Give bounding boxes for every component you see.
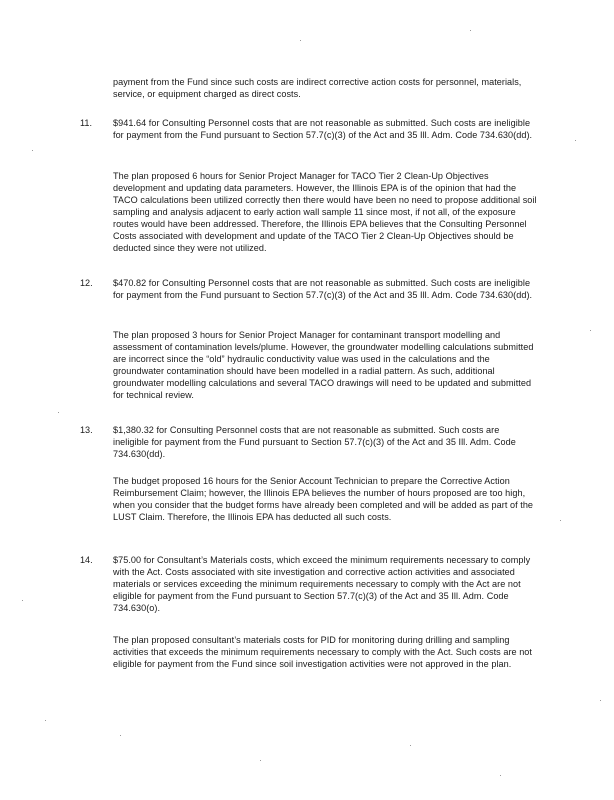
item-lead-paragraph: $75.00 for Consultant’s Materials costs, which exceed the minimum requirements necessary to comply with the Act. Costs associated with site investigation and corrective action activities and associated materials or services exceeding the minimum requirements necessary to comply with the Act are not eligible for payment from the Fund pursuant to Section 57.7(c)(3) of the Act and 35 Ill. Adm. Code 734.630(o). — [113, 555, 531, 613]
item-detail-paragraph: The budget proposed 16 hours for the Senior Account Technician to prepare the Corrective Action Reimbursement Claim; however, the Illinois EPA believes the number of hours proposed are too high, when you consider that the budget forms have already been completed and will be added as part of the LUST Claim. Therefore, the Illinois EPA has deducted all such costs. — [113, 476, 534, 522]
item-detail-paragraph: The plan proposed consultant’s materials costs for PID for monitoring during drilling and sampling activities that exceeds the minimum requirements necessary to comply with the Act. Such costs are not eligible for payment from the Fund since soil investigation activities were not approved in the plan. — [113, 635, 532, 669]
item-lead-paragraph: $470.82 for Consulting Personnel costs that are not reasonable as submitted. Such costs are ineligible for payment from the Fund pursuant to Section 57.7(c)(3) of the Act and 35 Ill. Adm. Code 734.630(dd). — [113, 278, 533, 300]
item-number: 12. — [80, 278, 93, 288]
item-detail-paragraph: The plan proposed 6 hours for Senior Project Manager for TACO Tier 2 Clean-Up Objectives development and updating data parameters. However, the Illinois EPA is of the opinion that had the TACO calculations been utilized correctly then there would have been no need to propose additional soil sampling and analysis adjacent to early action wall sample 11 since most, if not all, of the exposure routes would have been addressed. Therefore, the Illinois EPA believes that the Consulting Personnel Costs associated with development and update of the TACO Tier 2 Clean-Up Objectives should be deducted since they were not utilized. — [113, 171, 537, 253]
item-number: 11. — [80, 118, 92, 128]
item-lead-paragraph: $1,380.32 for Consulting Personnel costs that are not reasonable as submitted. Such costs are ineligible for payment from the Fund pursuant to Section 57.7(c)(3) of the Act and 35 Ill. Adm. Code 734.630(dd). — [113, 425, 516, 459]
item-number: 14. — [80, 555, 93, 565]
item-lead-paragraph: $941.64 for Consulting Personnel costs that are not reasonable as submitted. Such costs are ineligible for payment from the Fund pursuant to Section 57.7(c)(3) of the Act and 35 Ill. Adm. Code 734.630(dd). — [113, 118, 533, 140]
continuation-paragraph: payment from the Fund since such costs are indirect corrective action costs for personnel, materials, service, or equipment charged as direct costs. — [113, 77, 522, 99]
item-detail-paragraph: The plan proposed 3 hours for Senior Project Manager for contaminant transport modelling and assessment of contamination levels/plume. However, the groundwater modelling calculations submitted are incorrect since the “old” hydraulic conductivity value was used in the calculations and the groundwater contamination should have been modelled in a radial pattern. As such, additional groundwater modelling calculations and several TACO drawings will need to be updated and submitted for technical review. — [113, 330, 534, 400]
item-number: 13. — [80, 425, 93, 435]
